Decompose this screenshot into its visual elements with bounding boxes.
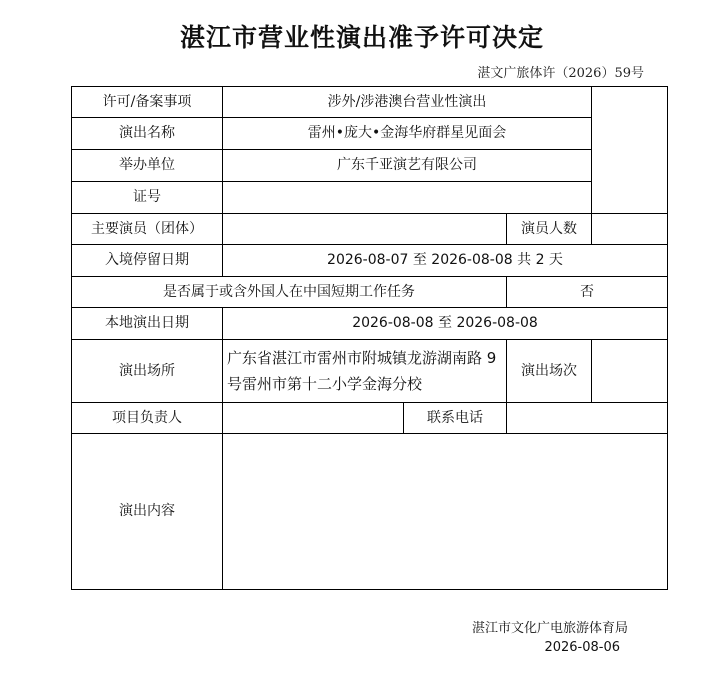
certificate-value	[223, 182, 592, 214]
document-number: 湛文广旅体许（2026）59号	[477, 66, 644, 81]
project-lead-value	[223, 403, 404, 434]
phone-label: 联系电话	[404, 403, 507, 434]
content-value	[223, 434, 668, 590]
performer-count-label: 演员人数	[507, 214, 592, 245]
permit-type-value: 涉外/涉港澳台营业性演出	[223, 87, 592, 118]
local-dates-value: 2026-08-08 至 2026-08-08	[223, 308, 668, 340]
content-label: 演出内容	[72, 434, 223, 590]
certificate-label: 证号	[72, 182, 223, 214]
show-name-label: 演出名称	[72, 118, 223, 150]
phone-value	[507, 403, 668, 434]
organizer-label: 举办单位	[72, 150, 223, 182]
entry-stay-value: 2026-08-07 至 2026-08-08 共 2 天	[223, 245, 668, 277]
permit-type-label: 许可/备案事项	[72, 87, 223, 118]
blank-side-cell	[592, 87, 668, 214]
table-row	[72, 277, 668, 308]
venue-label: 演出场所	[72, 340, 223, 403]
document-title: 湛江市营业性演出准予许可决定	[179, 23, 544, 52]
table-row	[72, 118, 668, 150]
table-row	[72, 434, 668, 590]
table-row	[72, 245, 668, 277]
project-lead-label: 项目负责人	[72, 403, 223, 434]
table-row	[72, 182, 668, 214]
organizer-value: 广东千亚演艺有限公司	[223, 150, 592, 182]
local-dates-label: 本地演出日期	[72, 308, 223, 340]
show-name-value: 雷州•庞大•金海华府群星见面会	[223, 118, 592, 150]
main-performers-label: 主要演员（团体）	[72, 214, 223, 245]
issuer-name: 湛江市文化广电旅游体育局	[471, 621, 628, 636]
table-row	[72, 308, 668, 340]
table-row	[72, 340, 668, 403]
permit-table	[71, 86, 668, 590]
table-row	[72, 87, 668, 118]
foreigner-work-value: 否	[507, 277, 668, 308]
issue-date: 2026-08-06	[544, 640, 620, 655]
venue-value: 广东省湛江市雷州市附城镇龙游湖南路 9 号雷州市第十二小学金海分校	[223, 340, 507, 403]
main-performers-value	[223, 214, 507, 245]
sessions-value	[592, 340, 668, 403]
entry-stay-label: 入境停留日期	[72, 245, 223, 277]
performer-count-value	[592, 214, 668, 245]
table-row	[72, 214, 668, 245]
sessions-label: 演出场次	[507, 340, 592, 403]
table-row	[72, 403, 668, 434]
table-row	[72, 150, 668, 182]
foreigner-work-label: 是否属于或含外国人在中国短期工作任务	[72, 277, 507, 308]
